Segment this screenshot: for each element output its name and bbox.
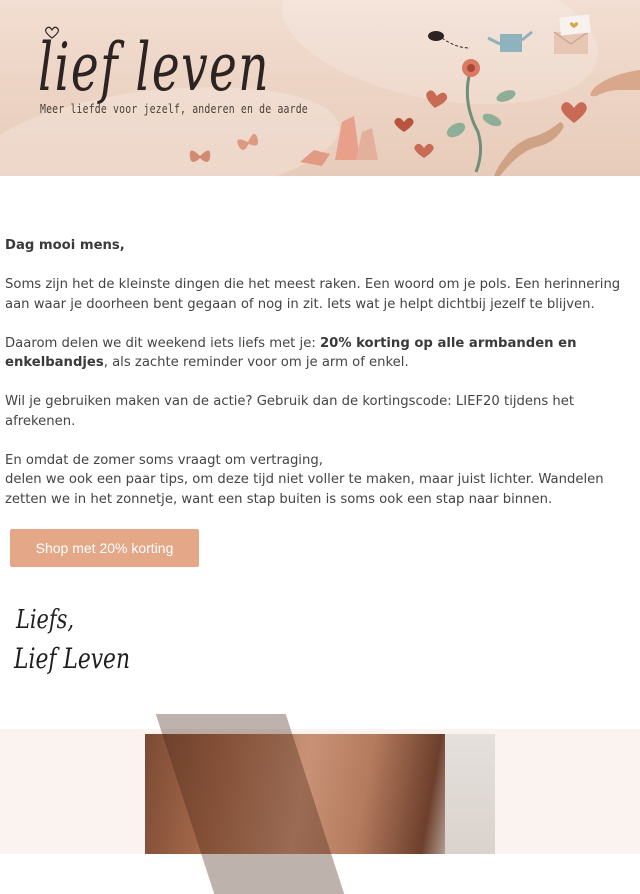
greeting: Dag mooi mens, [5, 238, 125, 253]
tips-line-2: delen we ook een paar tips, om deze tijd niet voller te maken, maar juist lichter. Wandelen zetten we in het zonnetje, want een stap buiten is soms ook een stap naar binnen. [5, 472, 604, 507]
hand-icon [494, 122, 564, 176]
hand-icon [590, 70, 640, 96]
brand-tagline: Meer liefde voor jezelf, anderen en de aarde [40, 102, 308, 116]
bee-icon [428, 31, 470, 48]
heart-icon [561, 102, 587, 123]
watering-can-icon [488, 32, 532, 52]
offer-text: Daarom delen we dit weekend iets liefs met je: [5, 335, 320, 351]
paragraph-offer [5, 334, 635, 373]
paragraph-code: Wil je gebruiken maken van de actie? Gebruik dan de kortingscode: LIEF20 tijdens het afrekenen. [5, 394, 575, 429]
email-body [5, 236, 635, 529]
butterfly-icon [190, 150, 211, 162]
signature-line-1: Liefs, [15, 605, 75, 635]
heart-icon [424, 90, 448, 110]
photo-shadow [156, 714, 344, 894]
shop-discount-button[interactable]: Shop met 20% korting [10, 529, 199, 567]
paragraph-intro: Soms zijn het de kleinste dingen die het meest raken. Een woord om je pols. Een herinnering aan waar je doorheen bent gegaan of nog in zit. Iets wat je helpt dichtbij jezelf te blijven. [5, 277, 621, 312]
signature-line-2: Lief Leven [13, 642, 130, 675]
heart-icon [394, 118, 413, 132]
crystal-icon [300, 116, 378, 166]
svg-text:lief leven: lief leven [38, 29, 270, 106]
banner-illustration [0, 0, 640, 176]
product-photo[interactable] [145, 734, 495, 854]
signature [10, 590, 140, 685]
butterfly-icon [236, 133, 259, 151]
flower-icon [444, 59, 517, 172]
heart-icon [414, 144, 433, 158]
paragraph-tips [5, 451, 635, 510]
tips-line-1: En omdat de zomer soms vraagt om vertraging, [5, 452, 323, 468]
offer-text-end: , als zachte reminder voor om je arm of enkel. [103, 355, 409, 370]
envelope-icon [554, 14, 591, 54]
header-banner [0, 0, 640, 176]
offer-highlight: 20% korting op alle armbanden en enkelbandjes [5, 335, 577, 370]
photo-fabric [445, 734, 495, 854]
